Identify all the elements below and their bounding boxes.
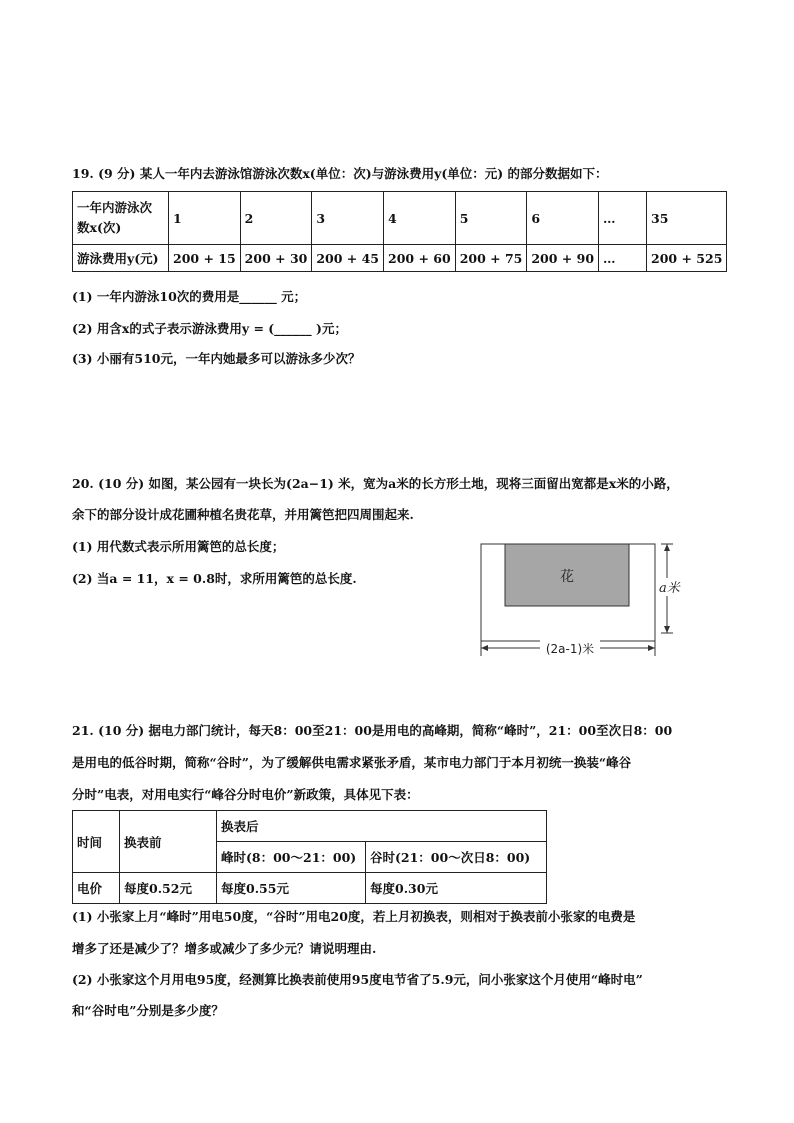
q19-part3: (3) 小丽有510元，一年内她最多可以游泳多少次？ (72, 351, 361, 366)
q21-head-peak: 峰时(8：00～21：00) (217, 842, 366, 873)
q20-stem-line1: 20. (10 分) 如图，某公园有一块长为(2a−1) 米，宽为a米的长方形土地，现将三面留出宽都是x米的小路， (72, 476, 679, 491)
q19-cell: 200 + 90 (527, 245, 599, 272)
q19-cell: … (599, 192, 647, 245)
q21-price-before: 每度0.52元 (120, 873, 217, 904)
arrow-down-icon (664, 626, 670, 633)
q21-part1-line2: 增多了还是减少了？增多或减少了多少元？请说明理由. (72, 941, 377, 956)
q19-cell: 200 + 60 (384, 245, 456, 272)
q19-cell: 35 (647, 192, 727, 245)
q21-head-valley: 谷时(21：00～次日8：00) (366, 842, 547, 873)
table-row (73, 245, 727, 272)
q19-cell: 6 (527, 192, 599, 245)
q21-stem-line2: 是用电的低谷时期，简称“谷时”，为了缓解供电需求紧张矛盾，某市电力部门于本月初统一换装“峰谷 (72, 755, 632, 770)
q19-part1: (1) 一年内游泳10次的费用是______ 元； (72, 289, 307, 304)
height-label: a米 (659, 581, 680, 596)
table-row (73, 192, 727, 245)
q19-cell: 200 + 30 (240, 245, 312, 272)
q19-cell: 200 + 15 (169, 245, 241, 272)
q21-price-valley: 每度0.30元 (366, 873, 547, 904)
q20-part1: (1) 用代数式表示所用篱笆的总长度； (72, 539, 285, 554)
q19-cell: 200 + 75 (455, 245, 527, 272)
q21-part2-line1: (2) 小张家这个月用电95度，经测算比换表前使用95度电节省了5.9元，问小张家这个月使用“峰时电” (72, 972, 643, 987)
flower-label: 花 (560, 569, 574, 585)
q19-cell: … (599, 245, 647, 272)
q19-row1-head-line1: 一年内游泳次 (77, 200, 153, 215)
q20-figure (478, 540, 698, 660)
q19-cell: 200 + 45 (312, 245, 384, 272)
table-row (73, 873, 547, 904)
arrow-left-icon (481, 645, 488, 651)
q20-part2: (2) 当a = 11，x = 0.8时，求所用篱笆的总长度. (72, 571, 357, 586)
q19-row1-head (73, 192, 169, 245)
q19-row1-head-line2: 数x(次) (77, 220, 122, 235)
q21-stem-line3: 分时”电表，对用电实行“峰谷分时电价”新政策，具体见下表： (72, 787, 419, 802)
q19-cell: 2 (240, 192, 312, 245)
q19-table (72, 191, 727, 272)
q19-cell: 1 (169, 192, 241, 245)
q19-cell: 5 (455, 192, 527, 245)
q21-price-peak: 每度0.55元 (217, 873, 366, 904)
q21-part1-line1: (1) 小张家上月“峰时”用电50度，“谷时”用电20度，若上月初换表，则相对于换表前小张家的电费是 (72, 909, 636, 924)
q21-head-before: 换表前 (120, 811, 217, 873)
q21-head-time: 时间 (73, 811, 120, 873)
q19-cell: 3 (312, 192, 384, 245)
q19-cell: 4 (384, 192, 456, 245)
width-label: (2a-1)米 (545, 642, 595, 656)
q19-cell: 200 + 525 (647, 245, 727, 272)
arrow-up-icon (664, 544, 670, 551)
q19-row2-head: 游泳费用y(元) (73, 245, 169, 272)
q21-head-after: 换表后 (217, 811, 547, 842)
q19-part2: (2) 用含x的式子表示游泳费用y = (______ )元； (72, 321, 347, 336)
q21-row-label: 电价 (73, 873, 120, 904)
q19-stem: 19. (9 分) 某人一年内去游泳馆游泳次数x(单位：次)与游泳费用y(单位：元) 的部分数据如下： (72, 166, 608, 181)
q21-part2-line2: 和“谷时电”分别是多少度？ (72, 1003, 224, 1018)
table-row (73, 811, 547, 842)
arrow-right-icon (648, 645, 655, 651)
q21-table (72, 810, 547, 904)
q21-stem-line1: 21. (10 分) 据电力部门统计，每天8：00至21：00是用电的高峰期，简称“峰时”，21：00至次日8：00 (72, 723, 673, 738)
q20-stem-line2: 余下的部分设计成花圃种植名贵花草，并用篱笆把四周围起来. (72, 507, 414, 522)
